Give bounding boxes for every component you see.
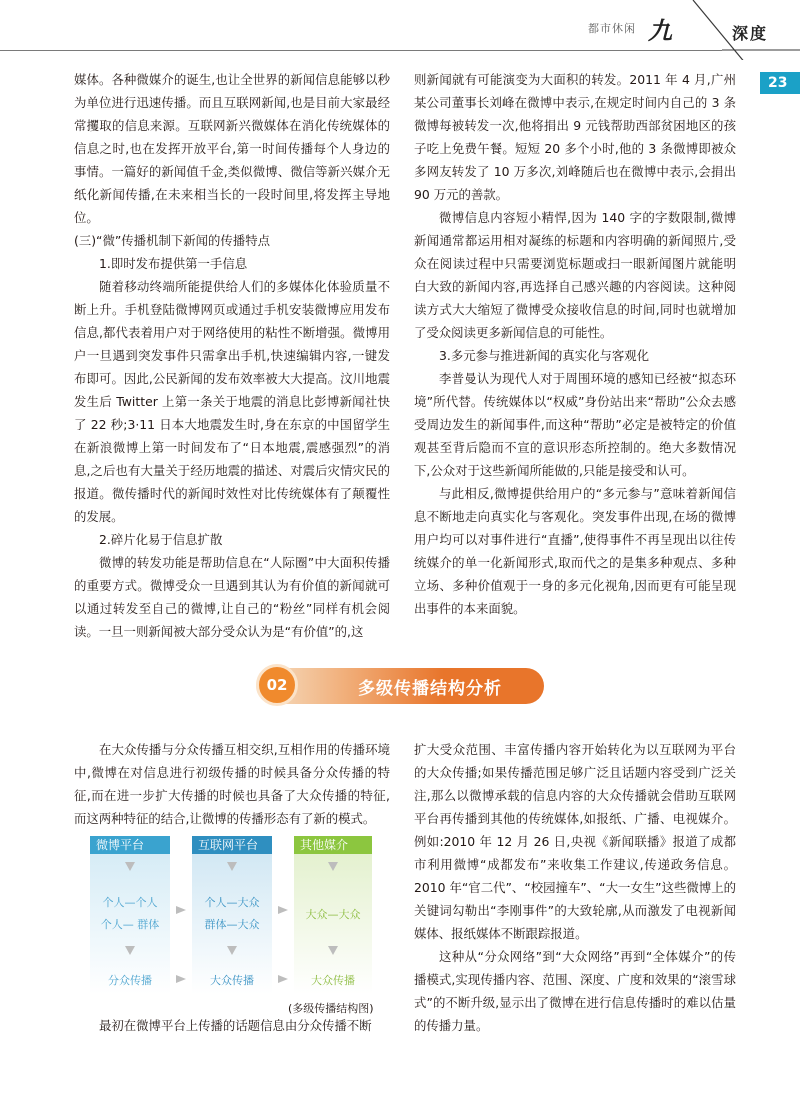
arrow-right-icon: [176, 975, 186, 983]
column-left-top: [74, 68, 390, 643]
header-decoration: [0, 0, 800, 60]
column-left-bottom: [74, 738, 390, 830]
arrow-down-icon: [125, 946, 135, 955]
arrow-down-icon: [328, 946, 338, 955]
diagram-col2-result: 大众传播: [210, 974, 254, 987]
arrow-down-icon: [125, 862, 135, 871]
sub-heading: 3.多元参与推进新闻的真实化与客观化: [439, 348, 650, 363]
diagram-col3-body: [294, 854, 372, 994]
diagram-col1-body: [90, 854, 170, 994]
column-right-bottom: [414, 738, 736, 1037]
paragraph: 与此相反,微博提供给用户的“多元参与”意味着新闻信息不断地走向真实化与客观化。突发事件出现,在场的微博用户均可以对事件进行“直播”,使得事件不再呈现出以往传统媒介的单一化新闻形式,取而代之的是集多种观点、多种立场、多种价值观于一身的多元化视角,因而更有可能呈现出事件的本来面貌。: [414, 486, 736, 616]
page-number: 23: [760, 72, 800, 94]
paragraph: 微博信息内容短小精悍,因为 140 字的字数限制,微博新闻通常都运用相对凝练的标题和内容明确的新闻照片,受众在阅读过程中只需要浏览标题或扫一眼新闻图片就能明白大致的新闻内容,再选择自己感兴趣的内容阅读。这种阅读方式大大缩短了微博受众接收信息的时间,同时也就增加了受众阅读更多新闻信息的可能性。: [414, 210, 736, 340]
paragraph: 在大众传播与分众传播互相交织,互相作用的传播环境中,微博在对信息进行初级传播的时候具备分众传播的特征,而在进一步扩大传播的时候也具备了大众传播的特征,而这两种特征的结合,让微博的传播形态有了新的模式。: [74, 742, 390, 826]
paragraph: 最初在微博平台上传播的话题信息由分众传播不断: [99, 1018, 372, 1033]
arrow-down-icon: [328, 862, 338, 871]
diagram-col3-line1: 大众—大众: [305, 908, 361, 921]
diagram-col2-line1: 个人—大众: [204, 896, 260, 909]
header-column-title: 深度: [732, 24, 769, 43]
paragraph: 随着移动终端所能提供给人们的多媒体化体验质量不断上升。手机登陆微博网页或通过手机安装微博应用发布信息,都代表着用户对于网络使用的粘性不断增强。微博用户一旦遇到突发事件只需拿出手机,快速编辑内容,一键发布即可。因此,公民新闻的发布效率被大大提高。汶川地震发生后 Twitter 上第一条关于地震的消息比彭博新闻社快了 22 秒;3·11 日本大地震发生时,身在东京的中国留学生在新浪微博上第一时间发布了“日本地震,震感强烈”的消息,之后也有大量关于经历地震的描述、对震后灾情灾民的报道。微传播时代的新闻时效性对比传统媒体有了颠覆性的发展。: [74, 279, 390, 524]
paragraph: 扩大受众范围、丰富传播内容开始转化为以互联网为平台的大众传播;如果传播范围足够广泛且话题内容受到广泛关注,那么以微博承载的信息内容的大众传播就会借助互联网平台再传播到其他的传统媒体,如报纸、广播、电视媒介。例如:2010 年 12 月 26 日,央视《新闻联播》报道了成都市利用微博“成都发布”来收集工作建议,传递政务信息。2010 年“官二代”、“校园撞车”、“大一女生”这些微博上的关键词勾勒出“李刚事件”的大致轮廓,从而激发了电视新闻媒体、报纸媒体不断跟踪报道。: [414, 742, 736, 941]
paragraph: 李普曼认为现代人对于周围环境的感知已经被“拟态环境”所代替。传统媒体以“权威”身份站出来“帮助”公众去感受周边发生的新闻事件,而这种“帮助”必定是被特定的价值观甚至背后隐而不宣的意识形态所控制的。绝大多数情况下,公众对于这些新闻所能做的,只能是接受和认可。: [414, 371, 736, 478]
diagram-col1-line1: 个人—个人: [102, 896, 158, 909]
section-heading: (三)“微”传播机制下新闻的传播特点: [74, 233, 270, 248]
sub-heading: 2.碎片化易于信息扩散: [99, 532, 223, 547]
paragraph: 这种从“分众网络”到“大众网络”再到“全体媒介”的传播模式,实现传播内容、范围、深度、广度和效果的“滚雪球式”的不断升级,显示出了微博在进行信息传播时的难以估量的传播力量。: [414, 949, 736, 1033]
paragraph: 微博的转发功能是帮助信息在“人际圈”中大面积传播的重要方式。微博受众一旦遇到其认为有价值的新闻就可以通过转发至自己的微博,让自己的“粉丝”同样有机会阅读。一旦一则新闻被大部分受众认为是“有价值”的,这: [74, 555, 390, 639]
header-section-label: 都市休闲: [588, 22, 636, 35]
diagram-col1-title: 微博平台: [90, 836, 170, 854]
section-title: 多级传播结构分析: [358, 679, 502, 699]
paragraph: 媒体。各种微媒介的诞生,也让全世界的新闻信息能够以秒为单位进行迅速传播。而且互联网新闻,也是目前大家最经常攫取的信息来源。互联网新兴微媒体在消化传统媒体的信息之时,也在发挥开放平台,第一时间传播每个人身边的事情。一篇好的新闻值千金,类似微博、微信等新兴媒介无纸化新闻传播,在未来相当长的一段时间里,将发挥主导地位。: [74, 72, 390, 225]
arrow-right-icon: [278, 906, 288, 914]
diagram-col1-line2: 个人— 群体: [100, 918, 160, 931]
diagram-col2-body: [192, 854, 272, 994]
diagram-col3-title: 其他媒介: [294, 836, 372, 854]
paragraph: 则新闻就有可能演变为大面积的转发。2011 年 4 月,广州某公司董事长刘峰在微博中表示,在规定时间内自己的 3 条微博每被转发一次,他将捐出 9 元钱帮助西部贫困地区的孩子吃上免费午餐。短短 20 多个小时,他的 3 条微博即被众多网友转发了 10 万多次,刘峰随后也在微博中表示,会捐出 90 万元的善款。: [414, 72, 736, 202]
arrow-down-icon: [227, 946, 237, 955]
propagation-diagram: [90, 836, 372, 996]
arrow-down-icon: [227, 862, 237, 871]
sub-heading: 1.即时发布提供第一手信息: [99, 256, 248, 271]
column-right-top: [414, 68, 736, 620]
diagram-col2-title: 互联网平台: [192, 836, 272, 854]
diagram-col2-line2: 群体—大众: [204, 918, 260, 931]
diagram-caption: (多级传播结构图): [288, 1002, 374, 1015]
diagram-col3-result: 大众传播: [311, 974, 355, 987]
diagram-col1-result: 分众传播: [108, 974, 152, 987]
section-number-badge: 02: [256, 664, 298, 706]
magazine-logo: 九: [648, 17, 672, 45]
arrow-right-icon: [278, 975, 288, 983]
arrow-right-icon: [176, 906, 186, 914]
column-left-bottom-continued: [74, 1014, 390, 1037]
